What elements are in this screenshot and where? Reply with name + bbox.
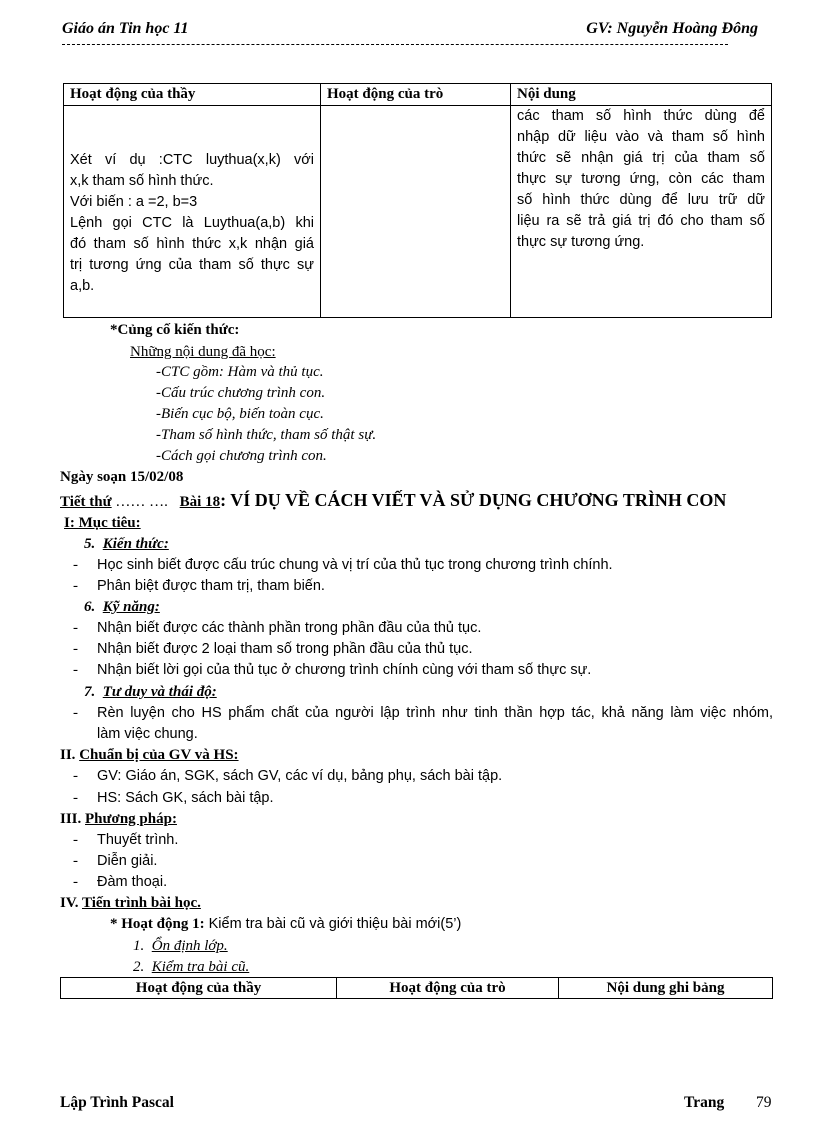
sub6-item: Nhận biết lời gọi của thủ tục ở chương trình chính cùng với tham số thực sự. (97, 662, 592, 678)
section3-heading: III. Phương pháp: (60, 811, 177, 827)
step-1: 1. Ổn định lớp. (133, 938, 228, 954)
footer-subject: Lập Trình Pascal (60, 1094, 174, 1111)
section4-heading: IV. Tiến trình bài học. (60, 895, 201, 911)
lesson-label: Bài 18 (179, 494, 221, 510)
section2-item: GV: Giáo án, SGK, sách GV, các ví dụ, bảng phụ, sách bài tập. (97, 768, 503, 784)
bullet: - (73, 578, 78, 594)
content-line: thức sẽ nhận giá trị của tham số (517, 150, 765, 166)
activity-table (60, 977, 773, 999)
teacher-line: trị tương ứng của tham số thực sự (70, 257, 314, 273)
sub7-item: Rèn luyện cho HS phẩm chất của người lập trình như tinh thần hợp tác, khả năng làm việc nhóm, (97, 705, 773, 721)
teacher-cell (64, 106, 321, 318)
section2-item: HS: Sách GK, sách bài tập. (97, 790, 274, 806)
section3-item: Thuyết trình. (97, 832, 179, 848)
prep-date: Ngày soạn 15/02/08 (60, 469, 184, 485)
consolidation-item: -Cách gọi chương trình con. (156, 448, 327, 464)
bullet: - (73, 557, 78, 573)
period-dots: …… …. (115, 494, 168, 510)
sub7-heading: 7. Tư duy và thái độ: (84, 684, 217, 700)
section1-heading: I: Mục tiêu: (64, 515, 141, 531)
content-line: các tham số hình thức dùng để (517, 108, 765, 124)
step-2: 2. Kiểm tra bài cũ. (133, 959, 250, 975)
teacher-line: x,k tham số hình thức. (70, 173, 214, 189)
header-title: Giáo án Tin học 11 (62, 20, 189, 37)
student-cell (321, 106, 511, 318)
content-cell (511, 106, 772, 318)
bullet: - (73, 874, 78, 890)
section2-heading: II. Chuẩn bị của GV và HS: (60, 747, 239, 763)
sub6-heading: 6. Kỹ năng: (84, 599, 160, 615)
period-label: Tiết thứ (60, 494, 112, 510)
teacher-line: đó tham số hình thức x,k nhận giá (70, 236, 314, 252)
bullet: - (73, 832, 78, 848)
bullet: - (73, 790, 78, 806)
consolidation-subheading: Những nội dung đã học: (130, 344, 276, 360)
sub7-item-cont: làm việc chung. (97, 726, 198, 742)
lesson-title-row (60, 490, 726, 512)
sub5-item: Học sinh biết được cấu trúc chung và vị trí của thủ tục trong chương trình chính. (97, 557, 613, 573)
activity-table-continued (63, 83, 772, 318)
consolidation-item: -Biến cục bộ, biến toàn cục. (156, 406, 324, 422)
activity-1: * Hoạt động 1: Kiểm tra bài cũ và giới thiệu bài mới(5’) (110, 916, 462, 932)
col-header-board: Nội dung ghi bảng (559, 978, 773, 999)
col-header-teacher: Hoạt động của thầy (61, 978, 337, 999)
bullet: - (73, 705, 78, 721)
col-header-student: Hoạt động của trò (321, 84, 511, 106)
section3-item: Diễn giải. (97, 853, 158, 869)
content-line: số hình thức dùng để lưu trữ dữ (517, 192, 765, 208)
bullet: - (73, 768, 78, 784)
sub6-item: Nhận biết được 2 loại tham số trong phần đầu của thủ tục. (97, 641, 473, 657)
teacher-line: Xét ví dụ :CTC luythua(x,k) với (70, 152, 314, 168)
content-line: nhập dữ liệu vào và tham số hình (517, 129, 765, 145)
content-line: liệu ra sẽ trả giá trị đó cho tham số (517, 213, 765, 229)
bullet: - (73, 853, 78, 869)
section3-item: Đàm thoại. (97, 874, 168, 890)
footer-page-number: 79 (756, 1094, 772, 1111)
bullet: - (73, 641, 78, 657)
lesson-title: : VÍ DỤ VỀ CÁCH VIẾT VÀ SỬ DỤNG CHƯƠNG TRÌNH CON (220, 490, 727, 510)
content-line: thực sự tương ứng, còn các tham (517, 171, 765, 187)
header-teacher: GV: Nguyễn Hoàng Đông (586, 20, 758, 37)
sub6-item: Nhận biết được các thành phần trong phần đầu của thủ tục. (97, 620, 482, 636)
bullet: - (73, 662, 78, 678)
col-header-student: Hoạt động của trò (337, 978, 559, 999)
header-divider (62, 44, 728, 45)
col-header-content: Nội dung (511, 84, 772, 106)
consolidation-item: -CTC gồm: Hàm và thủ tục. (156, 364, 324, 380)
consolidation-item: -Cấu trúc chương trình con. (156, 385, 326, 401)
bullet: - (73, 620, 78, 636)
footer-page-label: Trang (684, 1094, 725, 1111)
teacher-line: Với biến : a =2, b=3 (70, 194, 198, 210)
teacher-line: Lệnh gọi CTC là Luythua(a,b) khi (70, 215, 314, 231)
col-header-teacher: Hoạt động của thầy (64, 84, 321, 106)
sub5-heading: 5. Kiến thức: (84, 536, 169, 552)
teacher-line: a,b. (70, 278, 95, 294)
consolidation-heading: *Củng cố kiến thức: (110, 322, 240, 338)
sub5-item: Phân biệt được tham trị, tham biến. (97, 578, 325, 594)
content-line: thực sự tương ứng. (517, 234, 645, 250)
consolidation-item: -Tham số hình thức, tham số thật sự. (156, 427, 377, 443)
